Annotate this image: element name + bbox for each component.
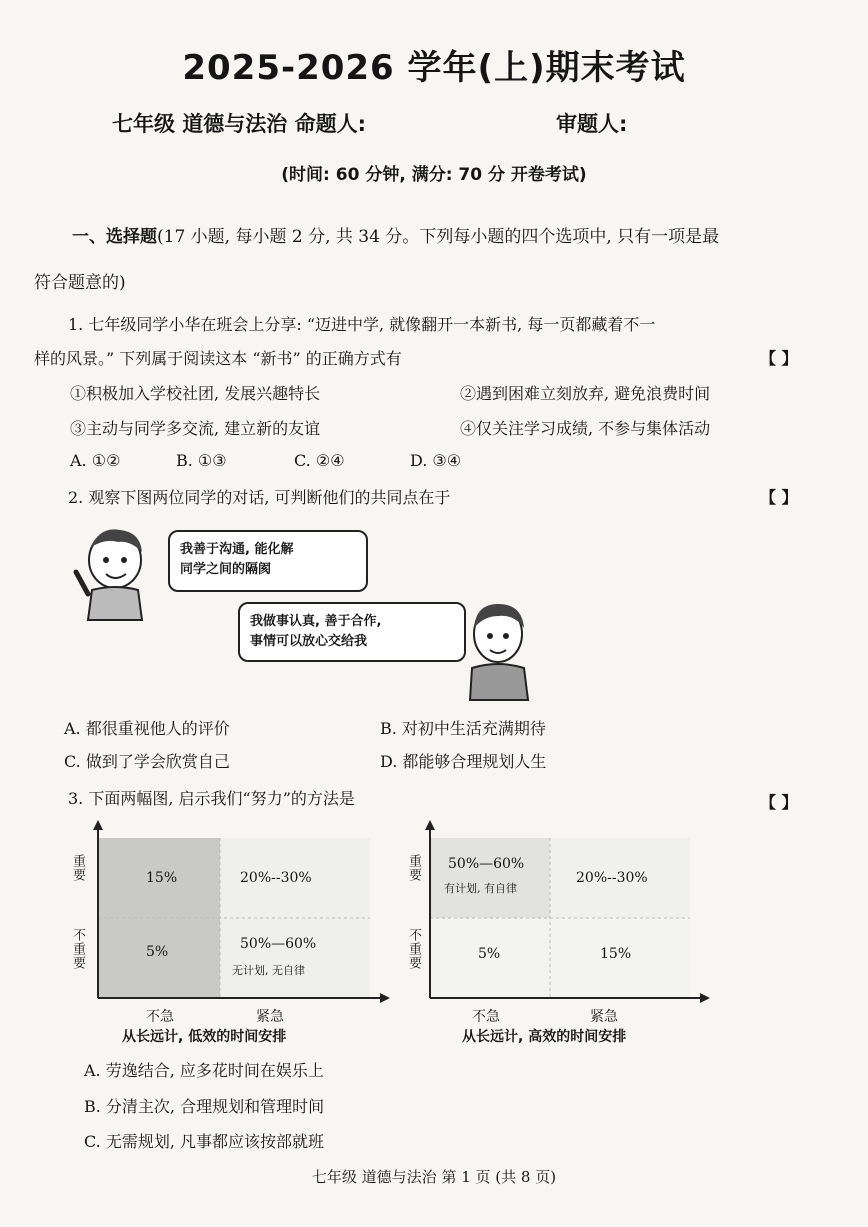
q2-answer-bracket[interactable]: 【 】 xyxy=(760,488,798,507)
q2-choice-a[interactable]: A. 都很重视他人的评价 xyxy=(64,719,230,738)
q3-choice-a[interactable]: A. 劳逸结合, 应多花时间在娱乐上 xyxy=(84,1061,324,1080)
q1-choice-d[interactable]: D. ③④ xyxy=(410,451,462,470)
q1-item-1: ①积极加入学校社团, 发展兴趣特长 xyxy=(70,384,321,403)
q1-choice-a[interactable]: A. ①② xyxy=(70,451,121,470)
q2-stem: 2. 观察下图两位同学的对话, 可判断他们的共同点在于 xyxy=(68,488,451,507)
chart2-top-left-value: 50%—60% xyxy=(448,856,525,872)
q1-item-3: ③主动与同学多交流, 建立新的友谊 xyxy=(70,419,321,438)
reviewer-label: 审题人: xyxy=(556,112,628,136)
boy-cartoon-right xyxy=(462,598,534,702)
chart2-bottom-left-value: 5% xyxy=(478,946,501,962)
bubble2-line1: 我做事认真, 善于合作, xyxy=(250,614,382,629)
chart1-axes xyxy=(90,820,390,1010)
exam-subtitle: 七年级 道德与法治 命题人: xyxy=(112,112,367,136)
speech-bubble-1 xyxy=(168,530,368,592)
chart2-y-top-label: 重要 xyxy=(406,854,421,882)
section-heading: 一、选择题 xyxy=(72,227,157,247)
q3-choice-c[interactable]: C. 无需规划, 凡事都应该按部就班 xyxy=(84,1132,325,1151)
q1-item-4: ④仅关注学习成绩, 不参与集体活动 xyxy=(460,419,711,438)
chart2-x-right-label: 紧急 xyxy=(590,1009,618,1025)
chart1-bottom-right-note: 无计划, 无自律 xyxy=(232,964,305,977)
chart2-x-left-label: 不急 xyxy=(472,1009,500,1025)
chart1-x-left-label: 不急 xyxy=(146,1009,174,1025)
chart2-top-left-note: 有计划, 有自律 xyxy=(444,882,517,895)
chart1-y-top-label: 重要 xyxy=(70,854,85,882)
q1-stem-line2: 样的风景。” 下列属于阅读这本 “新书” 的正确方式有 xyxy=(34,349,402,368)
exam-info: (时间: 60 分钟, 满分: 70 分 开卷考试) xyxy=(281,165,587,185)
chart1-top-left-value: 15% xyxy=(146,870,178,886)
q3-stem: 3. 下面两幅图, 启示我们“努力”的方法是 xyxy=(68,789,355,808)
boy-cartoon-left xyxy=(70,520,160,624)
bubble2-line2: 事情可以放心交给我 xyxy=(250,634,368,649)
time-matrix-chart-low-efficiency xyxy=(60,820,390,1050)
q2-choice-c[interactable]: C. 做到了学会欣赏自己 xyxy=(64,752,230,771)
q1-choice-b[interactable]: B. ①③ xyxy=(176,451,227,470)
chart1-bottom-left-value: 5% xyxy=(146,944,169,960)
q1-item-2: ②遇到困难立刻放弃, 避免浪费时间 xyxy=(460,384,711,403)
chart2-axes xyxy=(422,820,710,1010)
chart2-bottom-right-value: 15% xyxy=(600,946,632,962)
chart1-caption: 从长远计, 低效的时间安排 xyxy=(122,1029,287,1045)
bubble1-line2: 同学之间的隔阂 xyxy=(180,562,272,577)
q2-choice-b[interactable]: B. 对初中生活充满期待 xyxy=(380,719,546,738)
q2-choice-d[interactable]: D. 都能够合理规划人生 xyxy=(380,752,547,771)
q3-choice-b[interactable]: B. 分清主次, 合理规划和管理时间 xyxy=(84,1097,325,1116)
page-footer: 七年级 道德与法治 第 1 页 (共 8 页) xyxy=(311,1168,557,1186)
q1-answer-bracket[interactable]: 【 】 xyxy=(760,349,798,368)
bubble1-line1: 我善于沟通, 能化解 xyxy=(180,542,294,557)
time-matrix-chart-high-efficiency xyxy=(400,820,710,1050)
q3-answer-bracket[interactable]: 【 】 xyxy=(760,793,798,812)
chart2-caption: 从长远计, 高效的时间安排 xyxy=(462,1029,627,1045)
chart1-y-bottom-label: 不重要 xyxy=(70,928,85,970)
q1-choice-c[interactable]: C. ②④ xyxy=(294,451,345,470)
chart2-top-right-value: 20%--30% xyxy=(576,870,648,886)
exam-title: 2025-2026 学年(上)期末考试 xyxy=(182,48,686,88)
q1-stem-line1: 1. 七年级同学小华在班会上分享: “迈进中学, 就像翻开一本新书, 每一页都藏着不一 xyxy=(68,315,656,334)
chart2-y-bottom-label: 不重要 xyxy=(406,928,421,970)
chart1-bottom-right-value: 50%—60% xyxy=(240,936,317,952)
chart1-top-right-value: 20%--30% xyxy=(240,870,312,886)
speech-bubble-2 xyxy=(238,602,466,662)
section-intro-line1: (17 小题, 每小题 2 分, 共 34 分。下列每小题的四个选项中, 只有一项是最 xyxy=(157,227,720,247)
chart1-x-right-label: 紧急 xyxy=(256,1009,284,1025)
section-intro-line2: 符合题意的) xyxy=(34,273,126,293)
section-intro xyxy=(72,222,719,247)
